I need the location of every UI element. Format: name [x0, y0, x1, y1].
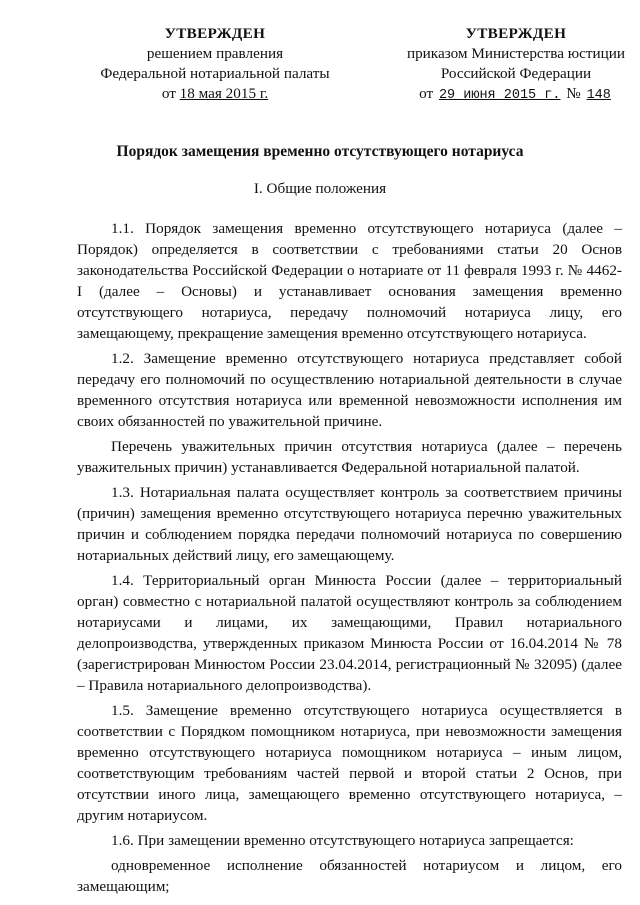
- approval-date: 29 июня 2015 г.: [438, 88, 561, 103]
- approval-block-ministry: [392, 24, 640, 106]
- approval-header: [0, 24, 640, 114]
- paragraph-valid-reasons: Перечень уважительных причин отсутствия нотариуса (далее – перечень уважительных причин) устанавливается Федеральной нотариальной палатой.: [77, 438, 622, 476]
- approval-date-line: [392, 84, 640, 106]
- order-number-label: №: [566, 85, 581, 102]
- order-number: 148: [586, 88, 611, 103]
- approval-date-prefix: от: [161, 85, 180, 102]
- paragraph-1-1: 1.1. Порядок замещения временно отсутствующего нотариуса (далее – Порядок) определяется в соответствии с требованиями статьи 20 Основ законодательства Российской Федерации о нотариате от 11 февраля 1993 г. № 4462-I (далее – Основы) и устанавливает основания замещения временно отсутствующего нотариуса, передачу полномочий нотариуса лицу, его замещающему, прекращение замещения временно отсутствующего нотариуса.: [77, 220, 622, 342]
- approval-title: УТВЕРЖДЕН: [164, 25, 266, 42]
- paragraph-1-6: 1.6. При замещении временно отсутствующего нотариуса запрещается:: [111, 832, 574, 849]
- paragraph-1-5: 1.5. Замещение временно отсутствующего нотариуса осуществляется в соответствии с Порядком помощником нотариуса, при невозможности замещения временно отсутствующего нотариуса помощником нотариуса – иным лицом, соответствующим требованиям частей первой и второй статьи 2 Основ, при отсутствии иного лица, замещающего временно отсутствующего нотариуса, – другим нотариусом.: [77, 702, 622, 824]
- document-title: Порядок замещения временно отсутствующего нотариуса: [116, 143, 524, 160]
- paragraph-1-2: 1.2. Замещение временно отсутствующего нотариуса представляет собой передачу его полномочий по осуществлению нотариальной деятельности в случае временного отсутствия нотариуса или временной невозможности исполнения им своих обязанностей по уважительной причине.: [77, 350, 622, 430]
- section-title: I. Общие положения: [253, 180, 387, 197]
- paragraph-1-4: 1.4. Территориальный орган Минюста России (далее – территориальный орган) совместно с нотариальной палатой осуществляют контроль за соблюдением нотариусами и лицами, их замещающими, Правил нотариального делопроизводства, утвержденных приказом Минюста России от 16.04.2014 № 78 (зарегистрирован Минюстом России 23.04.2014, регистрационный № 32095) (далее – Правила нотариального делопроизводства).: [77, 572, 622, 694]
- approval-date: 18 мая 2015 г.: [179, 85, 269, 102]
- paragraph-prohibition-item: одновременное исполнение обязанностей нотариусом и лицом, его замещающим;: [77, 857, 622, 895]
- paragraph-1-3: 1.3. Нотариальная палата осуществляет контроль за соответствием причины (причин) замещения временно отсутствующего нотариуса перечню уважительных причин и соблюдением порядка передачи полномочий нотариуса по совершению нотариальных действий лицу, его замещающему.: [77, 484, 622, 564]
- approval-authority-line: Федеральной нотариальной палаты: [100, 65, 330, 82]
- approval-date-prefix: от: [419, 85, 437, 102]
- approval-authority-line: решением правления: [146, 45, 284, 62]
- approval-title: УТВЕРЖДЕН: [465, 25, 567, 42]
- approval-block-notary-chamber: [90, 24, 340, 104]
- approval-authority-line: Российской Федерации: [440, 65, 592, 82]
- document-body: [77, 218, 622, 897]
- approval-date-line: [90, 84, 340, 104]
- approval-authority-line: приказом Министерства юстиции: [406, 45, 626, 62]
